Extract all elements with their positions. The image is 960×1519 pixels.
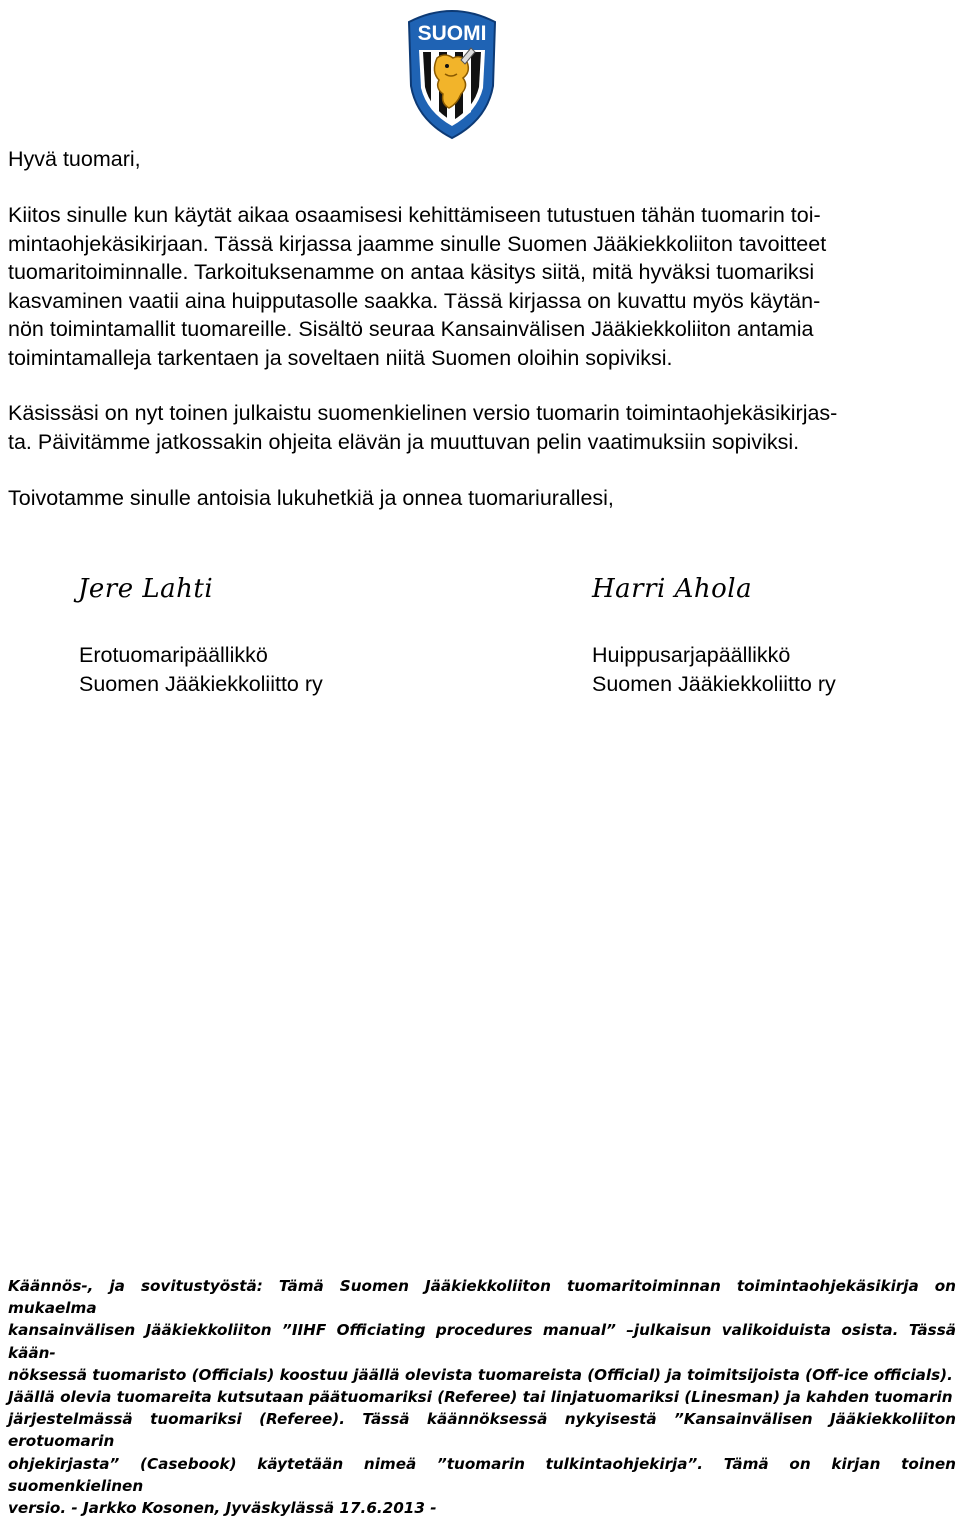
closing-line: Toivotamme sinulle antoisia lukuhetkiä ja onnea tuomariurallesi,	[8, 486, 614, 510]
signatory-org: Suomen Jääkiekkoliitto ry	[592, 672, 836, 696]
paragraph-line: tuomaritoiminnalle. Tarkoituksenamme on antaa käsitys siitä, mitä hyväksi tuomariksi	[8, 260, 815, 285]
version-paragraph	[8, 399, 956, 456]
paragraph-line: kasvaminen vaatii aina huipputasolle saakka. Tässä kirjassa on kuvattu myös käytän-	[8, 288, 821, 313]
footnote-line: versio. - Jarkko Kosonen, Jyväskylässä 17.6.2013 -	[8, 1499, 437, 1518]
footnote-line: ohjekirjasta” (Casebook) käytetään nimeä ”tuomarin tulkintaohjekirja”. Tämä on kirjan toinen suomenkielinen	[8, 1454, 956, 1495]
signature-jere-lahti: Jere Lahti	[78, 574, 214, 604]
paragraph-line: ta. Päivitämme jatkossakin ohjeita elävän ja muuttuvan pelin vaatimuksiin sopiviksi.	[8, 429, 800, 454]
footnote-line: Jäällä olevia tuomareita kutsutaan päätuomariksi (Referee) tai linjatuomariksi (Linesman) ja kahden tuomarin	[8, 1388, 953, 1407]
signatory-org: Suomen Jääkiekkoliitto ry	[79, 672, 323, 696]
paragraph-line: mintaohjekäsikirjaan. Tässä kirjassa jaamme sinulle Suomen Jääkiekkoliiton tavoitteet	[8, 231, 827, 256]
paragraph-line: nön toimintamallit tuomareille. Sisältö seuraa Kansainvälisen Jääkiekkoliiton antamia	[8, 317, 814, 342]
suomi-logo	[387, 0, 517, 140]
greeting: Hyvä tuomari,	[8, 147, 141, 171]
footnote-line: nöksessä tuomaristo (Officials) koostuu jäällä olevista tuomareista (Official) ja toimitsijoista (Off-ice officials).	[8, 1365, 953, 1384]
paragraph-line: toimintamalleja tarkentaen ja soveltaen niitä Suomen oloihin sopiviksi.	[8, 345, 673, 370]
footnote-line: järjestelmässä tuomariksi (Referee). Tässä käännöksessä nykyisestä ”Kansainvälisen Jääkiekkoliiton erotuomarin	[8, 1410, 956, 1451]
logo-text: SUOMI	[417, 22, 487, 45]
signatory-right	[592, 641, 836, 699]
intro-paragraph	[8, 201, 956, 373]
signatory-title: Erotuomaripäällikkö	[79, 643, 268, 667]
signature-harri-ahola: Harri Ahola	[592, 574, 753, 604]
footnote-line: Käännös-, ja sovitustyöstä: Tämä Suomen Jääkiekkoliiton tuomaritoiminnan toimintaohjekäsikirja on mukaelma	[8, 1277, 956, 1318]
footnote-line: kansainvälisen Jääkiekkoliiton ”IIHF Officiating procedures manual” –julkaisun valikoiduista osista. Tässä kään-	[8, 1321, 956, 1362]
paragraph-line: Käsissäsi on nyt toinen julkaistu suomenkielinen versio tuomarin toimintaohjekäsikirjas-	[8, 401, 838, 425]
paragraph-line: Kiitos sinulle kun käytät aikaa osaamisesi kehittämiseen tutustuen tähän tuomarin toi-	[8, 203, 821, 227]
translation-footnote	[8, 1275, 956, 1519]
signatory-title: Huippusarjapäällikkö	[592, 643, 791, 667]
signatory-left	[79, 641, 323, 699]
